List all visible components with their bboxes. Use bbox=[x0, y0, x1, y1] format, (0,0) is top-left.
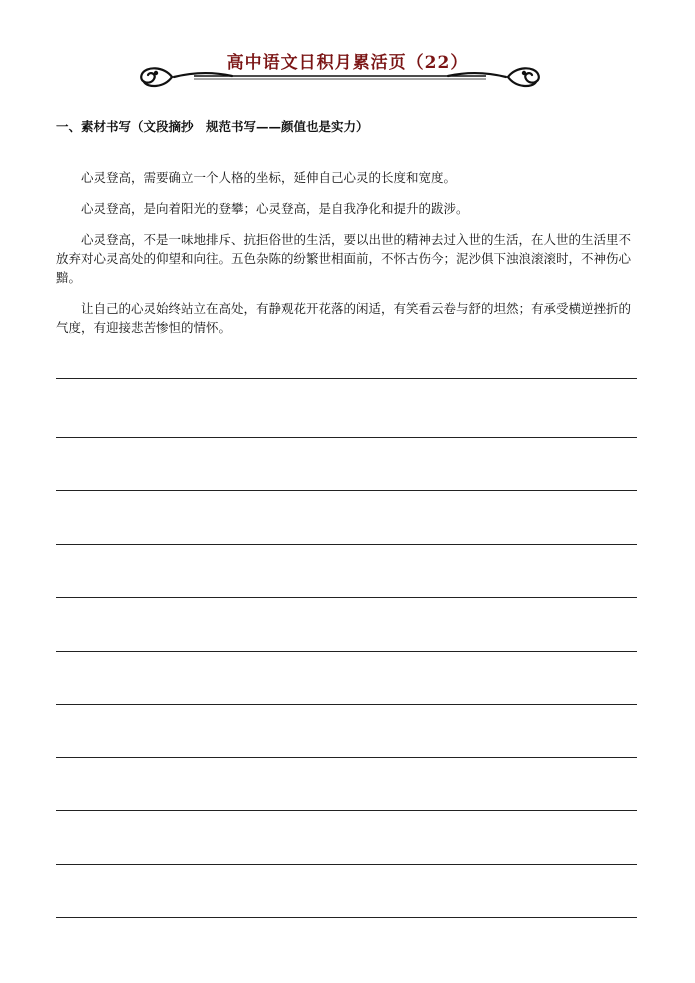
passage-paragraph: 心灵登高，是向着阳光的登攀；心灵登高，是自我净化和提升的跋涉。 bbox=[81, 201, 469, 216]
writing-line bbox=[56, 757, 637, 758]
passage-paragraph: 让自己的心灵始终站立在高处，有静观花开花落的闲适，有笑看云卷与舒的坦然；有承受横逆挫折的气度，有迎接悲苦惨怛的情怀。 bbox=[56, 301, 632, 335]
writing-line bbox=[56, 437, 637, 438]
writing-line bbox=[56, 917, 637, 918]
passage-paragraph: 心灵登高，需要确立一个人格的坐标，延伸自己心灵的长度和宽度。 bbox=[81, 170, 457, 185]
writing-line bbox=[56, 864, 637, 865]
writing-line bbox=[56, 597, 637, 598]
writing-lines bbox=[56, 0, 637, 983]
writing-line bbox=[56, 810, 637, 811]
page-title: 高中语文日积月累活页（22） bbox=[226, 53, 469, 73]
passage-paragraph: 心灵登高，不是一味地排斥、抗拒俗世的生活，要以出世的精神去过入世的生活，在人世的生活里不放弃对心灵高处的仰望和向往。五色杂陈的纷繁世相面前，不怀古伤今；泥沙俱下浊浪滚滚时，不神伤心黯。 bbox=[56, 232, 632, 285]
writing-line bbox=[56, 490, 637, 491]
writing-line bbox=[56, 544, 637, 545]
writing-line bbox=[56, 704, 637, 705]
writing-line bbox=[56, 651, 637, 652]
writing-line bbox=[56, 378, 637, 379]
section-heading: 一、素材书写（文段摘抄 规范书写——颜值也是实力） bbox=[56, 119, 369, 134]
